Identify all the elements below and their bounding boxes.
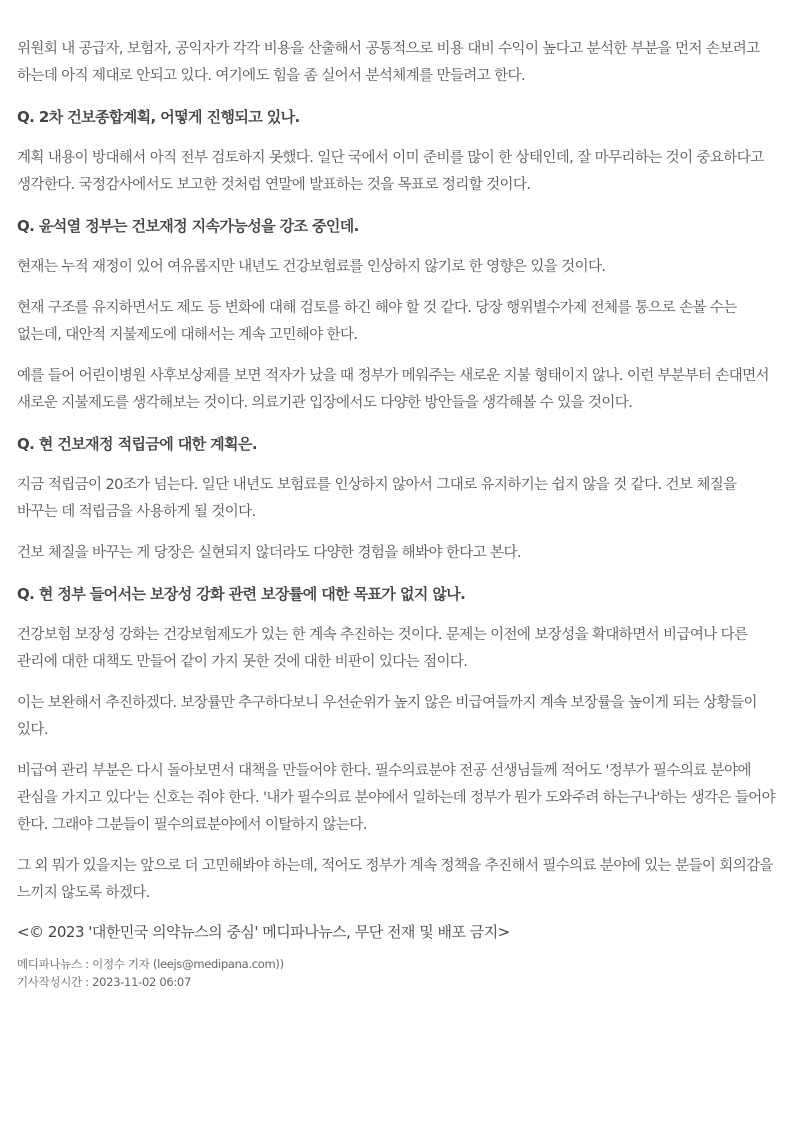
article-paragraph: 이는 보완해서 추진하겠다. 보장률만 추구하다보니 우선순위가 높지 않은 비급여들까지 계속 보장률을 높이게 되는 상황들이 있다.: [17, 695, 757, 738]
article-paragraph: 그 외 뭐가 있을지는 앞으로 더 고민해봐야 하는데, 적어도 정부가 계속 정책을 추진해서 필수의료 분야에 있는 분들이 회의감을 느끼지 않도록 하겠다.: [17, 858, 773, 901]
article-paragraph: 건보 체질을 바꾸는 게 당장은 실현되지 않더라도 다양한 경험을 해봐야 한다고 본다.: [17, 545, 521, 561]
article-body: [17, 36, 777, 991]
interview-question: Q. 2차 건보종합계획, 어떻게 진행되고 있나.: [17, 108, 300, 126]
article-paragraph: 비급여 관리 부분은 다시 돌아보면서 대책을 만들어야 한다. 필수의료분야 전공 선생님들께 적어도 '정부가 필수의료 분야에 관심을 가지고 있다'는 신호는 줘야 한다. '내가 필수의료 분야에서 일하는데 정부가 뭔가 도와주려 하는구나'하는 생각은 들어야 한다. 그래야 그분들이 필수의료분야에서 이탈하지 않는다.: [17, 763, 776, 833]
interview-question: Q. 윤석열 정부는 건보재정 지속가능성을 강조 중인데.: [17, 217, 359, 235]
article-paragraph: 지금 적립금이 20조가 넘는다. 일단 내년도 보험료를 인상하지 않아서 그대로 유지하기는 쉽지 않을 것 같다. 건보 체질을 바꾸는 데 적립금을 사용하게 될 것이다.: [17, 477, 737, 520]
article-paragraph: 계획 내용이 방대해서 아직 전부 검토하지 못했다. 일단 국에서 이미 준비를 많이 한 상태인데, 잘 마무리하는 것이 중요하다고 생각한다. 국정감사에서도 보고한 것처럼 연말에 발표하는 것을 목표로 정리할 것이다.: [17, 150, 764, 193]
article-paragraph: 건강보험 보장성 강화는 건강보험제도가 있는 한 계속 추진하는 것이다. 문제는 이전에 보장성을 확대하면서 비급여나 다른 관리에 대한 대책도 만들어 같이 가지 못한 것에 대한 비판이 있다는 점이다.: [17, 627, 748, 670]
copyright-notice: <© 2023 '대한민국 의약뉴스의 중심' 메디파나뉴스, 무단 전재 및 배포 금지>: [17, 923, 510, 941]
article-paragraph: 위원회 내 공급자, 보험자, 공익자가 각각 비용을 산출해서 공통적으로 비용 대비 수익이 높다고 분석한 부분을 먼저 손보려고 하는데 아직 제대로 안되고 있다. 여기에도 힘을 좀 실어서 분석체계를 만들려고 한다.: [17, 41, 760, 84]
article-paragraph: 현재 구조를 유지하면서도 제도 등 변화에 대해 검토를 하긴 해야 할 것 같다. 당장 행위별수가제 전체를 통으로 손볼 수는 없는데, 대안적 지불제도에 대해서는 계속 고민해야 한다.: [17, 300, 737, 343]
interview-question: Q. 현 정부 들어서는 보장성 강화 관련 보장률에 대한 목표가 없지 않나.: [17, 585, 466, 603]
article-timestamp: 기사작성시간 : 2023-11-02 06:07: [17, 975, 191, 989]
interview-question: Q. 현 건보재정 적립금에 대한 계획은.: [17, 435, 257, 453]
article-paragraph: 현재는 누적 재정이 있어 여유롭지만 내년도 건강보험료를 인상하지 않기로 한 영향은 있을 것이다.: [17, 259, 606, 275]
article-paragraph: 예를 들어 어린이병원 사후보상제를 보면 적자가 났을 때 정부가 메워주는 새로운 지불 형태이지 않나. 이런 부분부터 손대면서 새로운 지불제도를 생각해보는 것이다. 의료기관 입장에서도 다양한 방안들을 생각해볼 수 있을 것이다.: [17, 368, 769, 411]
reporter-byline: 메디파나뉴스 : 이정수 기자 (leejs@medipana.com)): [17, 957, 284, 971]
